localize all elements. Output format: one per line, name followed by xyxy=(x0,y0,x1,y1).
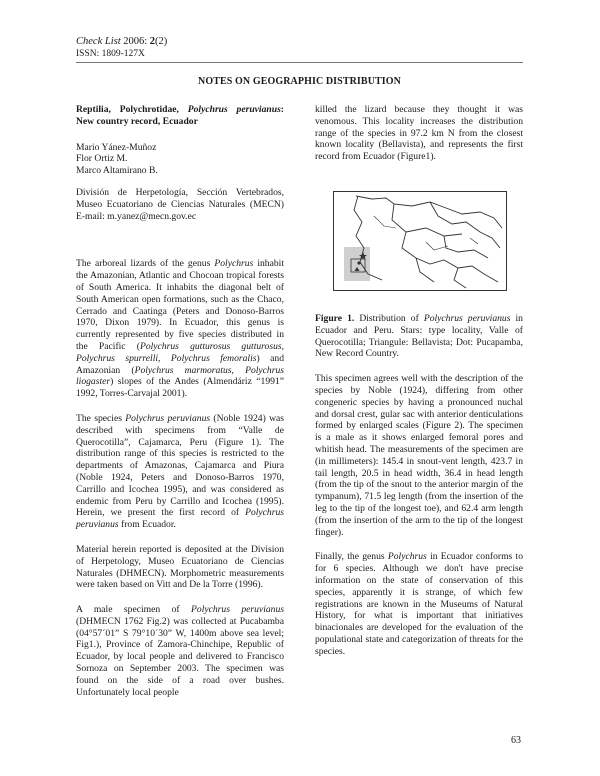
section-title: NOTES ON GEOGRAPHIC DISTRIBUTION xyxy=(198,76,401,87)
taxon: Polychrus xyxy=(214,258,254,270)
taxon: Polychrus femoralis xyxy=(170,352,257,364)
author: Marco Altamirano B. xyxy=(76,165,158,177)
figure-caption xyxy=(315,313,523,360)
taxon: Polychrus marmoratus xyxy=(134,364,232,376)
text: (DHMECN 1762 Fig.2) was collected at Pucabamba (04°57´01” S 79°10´30” W, 1400m above sea level; Fig1.), Province of Zamora-Chinchipe, Republic of Ecuador, by local people and delivered to Francisco Sornoza on September 2003. The specimen was found on the side of a road over bushes. Unfortunately local people xyxy=(76,615,284,698)
highlight-region xyxy=(344,247,370,281)
text: , xyxy=(158,352,171,364)
paragraph xyxy=(315,551,523,657)
taxon: Polychrus peruvianus xyxy=(125,412,211,424)
author: Mario Yánez-Muñoz xyxy=(76,141,157,153)
paragraph xyxy=(76,604,284,698)
paragraph xyxy=(76,413,284,531)
left-column xyxy=(76,104,284,711)
text: in Ecuador and Peru. Stars: type locality, Valle of Querocotilla; Triangule: Bellavista; Dot: Pucapamba, New Record Country. xyxy=(315,312,523,360)
text: The arboreal lizards of the genus xyxy=(76,258,215,270)
header-rule xyxy=(76,62,523,63)
taxon: Polychrus spurrelli xyxy=(76,352,159,364)
taxon: Polychrus xyxy=(387,551,427,563)
article-title-part: Reptilia, Polychrotidae, xyxy=(76,104,188,115)
taxon: Polychrus gutturosus gutturosus xyxy=(139,340,282,352)
text: , xyxy=(231,364,246,376)
issn: ISSN: 1809-127X xyxy=(76,49,145,59)
paragraph: killed the lizard because they thought it was venomous. This locality increases the distribution range of the species in 97.2 km N from the closest known locality (Bellavista), and represents the first record from Ecuador (Figure1). xyxy=(315,104,523,163)
river-lines xyxy=(374,216,478,250)
author-list xyxy=(76,142,284,177)
text: Distribution of xyxy=(354,312,424,324)
taxon: Polychrus liogaster xyxy=(76,364,284,388)
taxon: Polychrus peruvianus xyxy=(191,604,285,616)
journal-year: 2006: xyxy=(120,36,150,47)
paragraph: This specimen agrees well with the description of the species by Noble (1924), differing from other congeneric species by having a pronounced nuchal and dorsal crest, gular sac with anterior denticulations formed by enlarged scales (Figure 2). The specimen is a male as it shows enlarged femoral pores and whitish head. The measurements of the specimen are (in millimeters): 145.4 in snout-vent length, 423.7 in tail length, 20.5 in head width, 36.4 in head length (from the tip of the snout to the anterior margin of the tympanum), 71.5 leg length (from the insertion of the leg to the tip of the longest toe), and 62.4 arm length (from the insertion of the arm to the tip of the longest finger). xyxy=(315,373,523,538)
text: from Ecuador. xyxy=(118,519,176,531)
text: , xyxy=(281,340,284,352)
article-title-species: Polychrus peruvianus xyxy=(187,104,281,115)
journal-header xyxy=(76,36,167,60)
author: Flor Ortiz M. xyxy=(76,153,128,165)
journal-name: Check List xyxy=(76,36,121,47)
text: inhabit the Amazonian, Atlantic and Chocoan tropical forests of South America. It inhabits the diagonal belt of South American open formations, such as the Chaco, Cerrado and Caatinga (Peters and Donoso-Barros 1970, Dixon 1979). In Ecuador, this genus is currently represented by five species distributed in the Pacific ( xyxy=(76,258,284,352)
journal-issue: (2) xyxy=(155,36,168,47)
pucapamba-dot xyxy=(357,261,360,264)
taxon: Polychrus peruvianus xyxy=(76,507,284,531)
text: A male specimen of xyxy=(76,604,192,616)
map-drawing xyxy=(334,192,506,290)
affiliation: División de Herpetología, Sección Vertebrados, Museo Ecuatoriano de Ciencias Naturales (MECN) E-mail: m.yanez@mecn.gov.ec xyxy=(76,186,284,222)
taxon: Polychrus peruvianus xyxy=(423,312,511,324)
country-borders xyxy=(354,196,502,288)
text: in Ecuador conforms to for 6 species. Although we don't have precise information on the state of conservation of this species, apparently it is strange, of which few registrations are known in the Museums of Natural History, for what is important that initiatives binacionales are developed for the evaluation of the populational state and categorization of threats for the species. xyxy=(315,551,524,657)
distribution-map xyxy=(333,191,507,291)
paragraph: Material herein reported is deposited at the Division of Herpetology, Museo Ecuatoriano de Ciencias Naturales (DHMECN). Morphometric measurements were taken based on Vitt and De la Torre (1996). xyxy=(76,543,284,591)
article-title xyxy=(76,104,284,128)
article-title-part: : New country record, Ecuador xyxy=(76,104,284,127)
right-column xyxy=(315,104,523,671)
text: (Noble 1924) was described with specimens from “Valle de Querocotilla”, Cajamarca, Peru (Figure 1). The distribution range of this species is restricted to the departments of Amazonas, Cajamarca and Piura (Noble 1924, Peters and Donoso-Barros 1970, Carrillo and Icochea 1995), and was considered as endemic from Peru by Carrillo and Icochea (1995). Herein, we present the first record of xyxy=(76,412,284,519)
journal-volume: 2 xyxy=(149,36,156,47)
paragraph xyxy=(76,258,284,400)
figure-label: Figure 1. xyxy=(315,312,355,324)
text: ) and Amazonian ( xyxy=(76,352,284,376)
text: Finally, the genus xyxy=(315,551,388,563)
text: The species xyxy=(76,412,126,424)
page-number: 63 xyxy=(511,735,521,746)
text: ) slopes of the Andes (Almendáriz “1991” 1992, Torres-Carvajal 2001). xyxy=(76,376,284,400)
